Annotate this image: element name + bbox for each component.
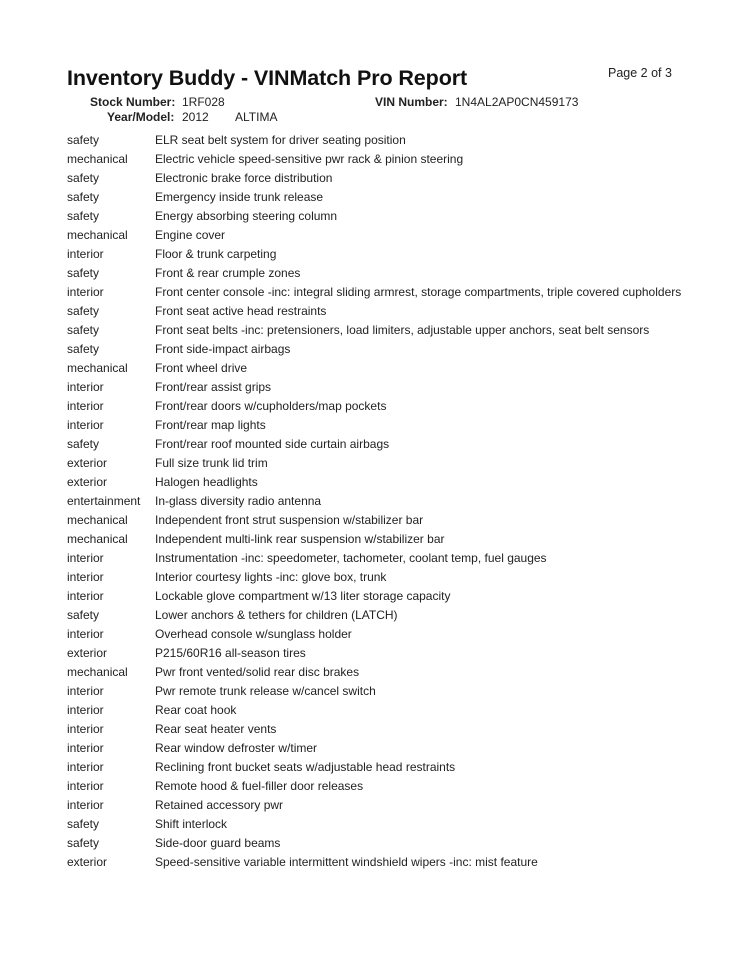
feature-description: Side-door guard beams <box>155 836 281 850</box>
feature-row <box>67 836 687 851</box>
feature-description: Full size trunk lid trim <box>155 456 268 470</box>
feature-list <box>67 133 687 874</box>
feature-row <box>67 285 687 300</box>
feature-description: P215/60R16 all-season tires <box>155 646 306 660</box>
feature-description: Overhead console w/sunglass holder <box>155 627 352 641</box>
feature-row <box>67 437 687 452</box>
feature-description: Pwr front vented/solid rear disc brakes <box>155 665 360 679</box>
feature-description: Energy absorbing steering column <box>155 209 338 223</box>
feature-description: Remote hood & fuel-filler door releases <box>155 779 364 793</box>
feature-description: Emergency inside trunk release <box>155 190 324 204</box>
feature-category: exterior <box>67 855 108 869</box>
feature-category: safety <box>67 190 100 204</box>
feature-description: Independent multi-link rear suspension w/stabilizer bar <box>155 532 445 546</box>
feature-row <box>67 703 687 718</box>
feature-row <box>67 342 687 357</box>
feature-description: Front side-impact airbags <box>155 342 291 356</box>
feature-category: entertainment <box>67 494 141 508</box>
feature-category: interior <box>67 627 104 641</box>
feature-description: Lockable glove compartment w/13 liter storage capacity <box>155 589 451 603</box>
feature-row <box>67 570 687 585</box>
feature-description: Pwr remote trunk release w/cancel switch <box>155 684 376 698</box>
feature-description: Interior courtesy lights -inc: glove box, trunk <box>155 570 387 584</box>
feature-category: safety <box>67 304 100 318</box>
feature-description: Front/rear roof mounted side curtain airbags <box>155 437 390 451</box>
feature-category: mechanical <box>67 532 128 546</box>
feature-description: Electric vehicle speed-sensitive pwr rack & pinion steering <box>155 152 464 166</box>
feature-description: Shift interlock <box>155 817 228 831</box>
feature-row <box>67 171 687 186</box>
vin-number-value: 1N4AL2AP0CN459173 <box>455 95 579 109</box>
feature-category: safety <box>67 437 100 451</box>
feature-row <box>67 589 687 604</box>
feature-row <box>67 513 687 528</box>
feature-category: safety <box>67 836 100 850</box>
feature-category: interior <box>67 703 104 717</box>
feature-row <box>67 323 687 338</box>
feature-category: safety <box>67 342 100 356</box>
stock-number-label: Stock Number: <box>90 95 176 109</box>
feature-row <box>67 532 687 547</box>
feature-row <box>67 456 687 471</box>
year-value: 2012 <box>182 110 209 124</box>
feature-description: ELR seat belt system for driver seating position <box>155 133 406 147</box>
page-number: Page 2 of 3 <box>608 66 672 80</box>
feature-category: interior <box>67 741 104 755</box>
feature-description: Speed-sensitive variable intermittent windshield wipers -inc: mist feature <box>155 855 538 869</box>
feature-category: safety <box>67 323 100 337</box>
feature-row <box>67 190 687 205</box>
feature-category: interior <box>67 247 104 261</box>
feature-description: Front/rear assist grips <box>155 380 272 394</box>
feature-description: Floor & trunk carpeting <box>155 247 277 261</box>
feature-row <box>67 760 687 775</box>
feature-row <box>67 646 687 661</box>
feature-description: Lower anchors & tethers for children (LATCH) <box>155 608 398 622</box>
feature-category: interior <box>67 779 104 793</box>
feature-category: interior <box>67 722 104 736</box>
feature-category: interior <box>67 399 104 413</box>
feature-category: safety <box>67 608 100 622</box>
feature-description: Front center console -inc: integral sliding armrest, storage compartments, triple covered cupholders <box>155 285 682 299</box>
feature-category: mechanical <box>67 152 128 166</box>
feature-row <box>67 266 687 281</box>
feature-category: safety <box>67 817 100 831</box>
feature-description: Reclining front bucket seats w/adjustable head restraints <box>155 760 456 774</box>
feature-description: Front/rear map lights <box>155 418 266 432</box>
feature-row <box>67 133 687 148</box>
feature-category: interior <box>67 570 104 584</box>
feature-category: interior <box>67 418 104 432</box>
feature-description: Front/rear doors w/cupholders/map pockets <box>155 399 387 413</box>
feature-row <box>67 551 687 566</box>
feature-category: safety <box>67 171 100 185</box>
feature-row <box>67 418 687 433</box>
feature-row <box>67 475 687 490</box>
report-title: Inventory Buddy - VINMatch Pro Report <box>67 66 468 90</box>
feature-description: Halogen headlights <box>155 475 258 489</box>
feature-category: safety <box>67 266 100 280</box>
feature-row <box>67 608 687 623</box>
feature-row <box>67 779 687 794</box>
feature-category: interior <box>67 380 104 394</box>
feature-row <box>67 209 687 224</box>
feature-description: Front seat active head restraints <box>155 304 327 318</box>
feature-row <box>67 722 687 737</box>
feature-category: safety <box>67 133 100 147</box>
feature-category: interior <box>67 285 104 299</box>
feature-row <box>67 798 687 813</box>
feature-description: Electronic brake force distribution <box>155 171 333 185</box>
feature-description: Rear window defroster w/timer <box>155 741 318 755</box>
feature-category: mechanical <box>67 361 128 375</box>
feature-description: Rear seat heater vents <box>155 722 277 736</box>
vin-number-label: VIN Number: <box>375 95 448 109</box>
feature-row <box>67 665 687 680</box>
feature-category: interior <box>67 684 104 698</box>
feature-description: Front & rear crumple zones <box>155 266 301 280</box>
feature-row <box>67 152 687 167</box>
feature-description: Front wheel drive <box>155 361 248 375</box>
feature-category: interior <box>67 760 104 774</box>
feature-description: Engine cover <box>155 228 226 242</box>
feature-row <box>67 304 687 319</box>
feature-category: exterior <box>67 646 108 660</box>
feature-description: Front seat belts -inc: pretensioners, load limiters, adjustable upper anchors, seat belt sensors <box>155 323 650 337</box>
feature-category: mechanical <box>67 513 128 527</box>
feature-row <box>67 380 687 395</box>
feature-category: mechanical <box>67 665 128 679</box>
feature-category: interior <box>67 589 104 603</box>
feature-row <box>67 361 687 376</box>
model-value: ALTIMA <box>235 110 278 124</box>
feature-row <box>67 855 687 870</box>
feature-category: interior <box>67 798 104 812</box>
feature-row <box>67 627 687 642</box>
feature-row <box>67 399 687 414</box>
feature-row <box>67 741 687 756</box>
feature-category: exterior <box>67 475 108 489</box>
stock-number-value: 1RF028 <box>182 95 225 109</box>
feature-row <box>67 494 687 509</box>
feature-description: Retained accessory pwr <box>155 798 284 812</box>
feature-description: In-glass diversity radio antenna <box>155 494 322 508</box>
feature-category: exterior <box>67 456 108 470</box>
feature-row <box>67 247 687 262</box>
feature-row <box>67 228 687 243</box>
feature-category: interior <box>67 551 104 565</box>
feature-description: Independent front strut suspension w/stabilizer bar <box>155 513 424 527</box>
feature-category: safety <box>67 209 100 223</box>
feature-category: mechanical <box>67 228 128 242</box>
feature-description: Instrumentation -inc: speedometer, tachometer, coolant temp, fuel gauges <box>155 551 547 565</box>
feature-description: Rear coat hook <box>155 703 237 717</box>
feature-row <box>67 817 687 832</box>
feature-row <box>67 684 687 699</box>
year-model-label: Year/Model: <box>107 110 175 124</box>
